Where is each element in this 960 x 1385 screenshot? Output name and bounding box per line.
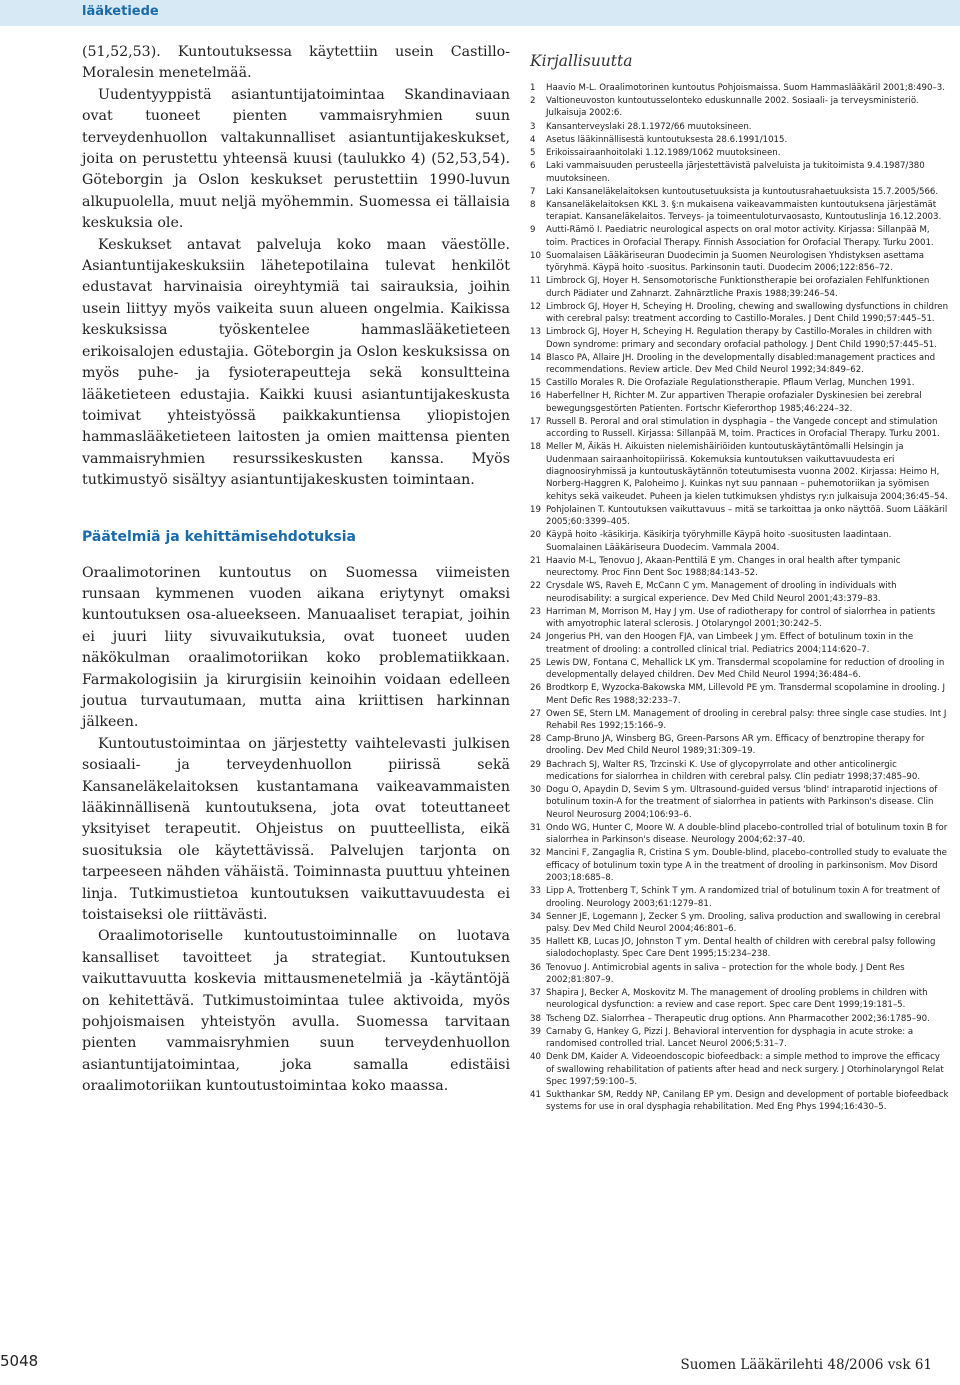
reference-text: Asetus lääkinnällisestä kuntoutuksesta 28.6.1991/1015.	[546, 134, 788, 145]
section-label: lääketiede	[82, 4, 159, 19]
reference-text: Sukthankar SM, Reddy NP, Canilang EP ym. Design and development of portable biofeedback systems for use in oral dysphagia rehabilitation. Med Eng Phys 1994;16:430–5.	[546, 1090, 949, 1113]
reference-number: 25	[530, 657, 541, 668]
reference-item	[530, 1013, 950, 1025]
reference-number: 9	[530, 225, 536, 236]
reference-item	[530, 441, 950, 502]
reference-item	[530, 147, 950, 159]
reference-item	[530, 987, 950, 1012]
reference-number: 4	[530, 134, 536, 145]
references-title: Kirjallisuutta	[530, 52, 633, 70]
body-paragraph: Keskukset antavat palveluja koko maan väestölle. Asiantuntijakeskuksiin lähetepotilaina tulevat henkilöt edustavat harvinaisia oireyhtymiä tai sairauksia, joihin usein liittyy myös vaikeita suun alueen ongelmia. Kaikissa keskuksissa työskentelee hammaslääketieteen erikoisalojen edustajia. Göteborgin ja Oslon keskuksissa on myös puhe- ja fysioterapeutteja sekä konsultteina lääketieteen edustajia. Kaikki kuusi asiantuntijakeskusta toimivat yhteistyössä paikkakuntiensa yliopistojen hammaslääketieteen laitosten ja omien maittensa pienten vammaisryhmien resurssikeskusten kanssa. Myös tutkimustyö sisältyy asiantuntijakeskusten toimintaan.	[82, 236, 510, 489]
reference-item	[530, 682, 950, 707]
reference-text: Ondo WG, Hunter C, Moore W. A double-blind placebo-controlled trial of botulinum toxin B for sialorrhea in Parkinson's disease. Neurology 2004;62:37–40.	[546, 822, 948, 846]
reference-item	[530, 708, 950, 733]
reference-text: Suomalaisen Lääkäriseuran Duodecimin ja Suomen Neurologisen Yhdistyksen asettama työryhmä. Käypä hoito -suositus. Parkinsonin tauti. Duodecim 2006;122:856–72.	[546, 250, 925, 274]
reference-number: 16	[530, 391, 541, 402]
reference-text: Haavio M-L, Tenovuo J, Akaan-Penttilä E ym. Changes in oral health after tympanic neurectomy. Proc Finn Dent Soc 1988;84:143–52.	[546, 555, 901, 579]
reference-item	[530, 631, 950, 656]
reference-number: 10	[530, 250, 541, 261]
reference-text: Carnaby G, Hankey G, Pizzi J. Behavioral intervention for dysphagia in acute stroke: a randomised controlled trial. Lancet Neurol 2006;5:31–7.	[546, 1026, 914, 1050]
reference-item	[530, 962, 950, 987]
reference-number: 39	[530, 1026, 541, 1037]
reference-text: Bachrach SJ, Walter RS, Trzcinski K. Use of glycopyrrolate and other anticolinergic medications for sialorrhea in children with cerebral palsy. Clin pediatr 1998;37:485–90.	[546, 759, 921, 782]
reference-item	[530, 199, 950, 224]
reference-text: Mancini F, Zangaglia R, Cristina S ym. Double-blind, placebo-controlled study to evaluate the efficacy of botulinum toxin type A in the treatment of drooling in parkinsonism. Mov Disord 2003;18:685–8.	[546, 848, 947, 884]
reference-item	[530, 95, 950, 120]
reference-item	[530, 250, 950, 275]
reference-number: 11	[530, 276, 541, 287]
reference-item	[530, 121, 950, 133]
reference-text: Tenovuo J. Antimicrobial agents in saliva – protection for the whole body. J Dent Res 2002;81:807–9.	[546, 962, 905, 985]
reference-item	[530, 224, 950, 249]
reference-text: Limbrock GJ, Hoyer H, Scheying H. Drooling, chewing and swallowing dysfunctions in children with cerebral palsy: treatment according to Castillo-Morales. J Dent Child 1990;57:445–51.	[546, 301, 949, 325]
reference-item	[530, 657, 950, 682]
body-paragraph: Oraalimotoriselle kuntoutustoiminnalle on luotava kansalliset tavoitteet ja strategiat. Kuntoutuksen vaikuttavuutta koskevia mittausmenetelmiä ja -käytäntöjä on kehitettävä. Tutkimustoimintaa tulee aktivoida, myös pohjoismaisen yhteistyön avulla. Suomessa tarvitaan pienten vammaisryhmien suun terveydenhuollon asiantuntijatoimintaa, joka samalla edistäisi oraalimotoriikan kuntoutustoimintaa koko maassa.	[82, 928, 510, 1095]
reference-number: 3	[530, 121, 536, 132]
reference-item	[530, 390, 950, 415]
reference-text: Limbrock GJ, Hoyer H. Sensomotorische Funktionstherapie bei orofazialen Fehlfunktionen durch Pädiater und Zahnarzt. Zahnärztliche Praxis 1988;39:246–54.	[546, 276, 930, 299]
reference-text: Castillo Morales R. Die Orofaziale Regulationstherapie. Pflaum Verlag, Munchen 1991.	[546, 378, 915, 389]
reference-number: 34	[530, 911, 541, 922]
reference-text: Laki Kansaneläkelaitoksen kuntoutusetuuksista ja kuntoutusrahaetuuksista 15.7.2005/566.	[546, 186, 939, 197]
reference-text: Kansaneläkelaitoksen KKL 3. §:n mukaisena vaikeavammaisten kuntoutuksena järjestämät terapiat. Kansaneläkelaitos. Terveys- ja toimeentuloturvaosasto, Kuntoutuslinja 16.12.2003.	[546, 199, 942, 223]
reference-number: 14	[530, 352, 541, 363]
reference-number: 17	[530, 416, 541, 427]
references-column	[530, 52, 950, 1115]
reference-item	[530, 784, 950, 821]
reference-number: 41	[530, 1090, 541, 1101]
reference-item	[530, 1089, 950, 1114]
reference-number: 35	[530, 937, 541, 948]
reference-text: Crysdale WS, Raveh E, McCann C ym. Management of drooling in individuals with neurodisability: a surgical experience. Dev Med Child Neurol 2001;43:379–83.	[546, 581, 897, 604]
reference-number: 2	[530, 96, 536, 107]
reference-item	[530, 822, 950, 847]
reference-item	[530, 759, 950, 784]
reference-text: Brodtkorp E, Wyzocka-Bakowska MM, Lillevold PE ym. Transdermal scopolamine in drooling. J Ment Defic Res 1988;32:233–7.	[546, 683, 946, 706]
reference-number: 24	[530, 632, 541, 643]
reference-number: 31	[530, 822, 541, 833]
body-paragraph: Oraalimotorinen kuntoutus on Suomessa viimeisten runsaan kymmenen vuoden aikana eriytynyt omaksi kuntoutuksen osa-alueekseen. Manuaaliset terapiat, joihin ei juuri liity sivuvaikutuksia, ovat tuoneet uuden näkökulman oraalimotoriikan koko problematiikkaan. Farmakologisiin ja kirurgisiin keinoihin voidaan edelleen joutua turvautumaan, mutta aina kriittisen harkinnan jälkeen.	[82, 564, 510, 731]
body-paragraph: Kuntoutustoimintaa on järjestetty vaihtelevasti julkisen sosiaali- ja terveydenhuollon piirissä sekä Kansaneläkelaitoksen kustantamana vaikeavammaisten lääkinnällisenä kuntoutuksena, jota ovat toteuttaneet yksityiset terapeutit. Ohjeistus on puutteellista, eikä suosituksia ole käytettävissä. Palvelujen tarjonta on tarpeeseen nähden vähäistä. Toiminnasta puuttuu yhteinen linja. Tutkimustietoa kuntoutuksen vaikuttavuudesta ei toistaiseksi ole riittävästi.	[82, 735, 510, 924]
section-heading: Päätelmiä ja kehittämisehdotuksia	[82, 528, 356, 545]
reference-text: Erikoissairaanhoitolaki 1.12.1989/1062 muutoksineen.	[546, 148, 781, 159]
reference-item	[530, 911, 950, 936]
reference-number: 33	[530, 886, 541, 897]
reference-number: 27	[530, 708, 541, 719]
reference-item	[530, 885, 950, 910]
reference-number: 20	[530, 530, 541, 541]
reference-text: Owen SE, Stern LM. Management of drooling in cerebral palsy: three single case studies. Int J Rehabil Res 1992;15:166–9.	[546, 708, 947, 731]
reference-number: 37	[530, 988, 541, 999]
reference-text: Valtioneuvoston kuntoutusselonteko eduskunnalle 2002. Sosiaali- ja terveysministeriö. Julkaisuja 2002:6.	[546, 96, 919, 119]
reference-number: 30	[530, 785, 541, 796]
reference-item	[530, 1051, 950, 1088]
reference-text: Laki vammaisuuden perusteella järjestettävistä palveluista ja tukitoimista 9.4.1987/380 muutoksineen.	[546, 161, 925, 184]
reference-text: Käypä hoito -käsikirja. Käsikirja työryhmille Käypä hoito -suositusten laadintaan. Suomalainen Lääkäriseura Duodecim. Vammala 2004.	[546, 530, 892, 553]
journal-footer: Suomen Lääkärilehti 48/2006 vsk 61	[680, 1357, 932, 1373]
reference-item	[530, 301, 950, 326]
reference-text: Lewis DW, Fontana C, Mehallick LK ym. Transdermal scopolamine for reduction of drooling in developmentally delayed children. Dev Med Child Neurol 1994;36:484–6.	[546, 657, 945, 681]
body-paragraph: (51,52,53). Kuntoutuksessa käytettiin usein Castillo-Moralesin menetelmää.	[82, 44, 510, 82]
reference-number: 6	[530, 161, 536, 172]
reference-text: Kansanterveyslaki 28.1.1972/66 muutoksineen.	[546, 121, 752, 132]
reference-text: Camp-Bruno JA, Winsberg BG, Green-Parsons AR ym. Efficacy of benztropine therapy for drooling. Dev Med Child Neurol 1989;31:309–19.	[546, 734, 925, 757]
reference-number: 28	[530, 734, 541, 745]
reference-text: Pohjolainen T. Kuntoutuksen vaikuttavuus – mitä se tarkoittaa ja onko näyttöä. Suom Lääkäril 2005;60:3399–405.	[546, 504, 948, 528]
reference-text: Senner JE, Logemann J, Zecker S ym. Drooling, saliva production and swallowing in cerebral palsy. Dev Med Child Neurol 2004;46:801–6.	[546, 911, 941, 934]
reference-item	[530, 936, 950, 961]
reference-number: 18	[530, 442, 541, 453]
reference-item	[530, 186, 950, 198]
reference-number: 36	[530, 962, 541, 973]
reference-item	[530, 275, 950, 300]
reference-number: 12	[530, 301, 541, 312]
reference-item	[530, 1026, 950, 1051]
reference-item	[530, 160, 950, 185]
reference-item	[530, 529, 950, 554]
reference-number: 21	[530, 555, 541, 566]
reference-text: Harriman M, Morrison M, Hay J ym. Use of radiotherapy for control of sialorrhea in patients with amyotrophic lateral sclerosis. J Otolaryngol 2001;30:242–5.	[546, 606, 936, 630]
reference-text: Blasco PA, Allaire JH. Drooling in the developmentally disabled:management practices and recommendations. Review article. Dev Med Child Neurol 1992;34:849–62.	[546, 352, 936, 376]
reference-number: 23	[530, 606, 541, 617]
reference-number: 32	[530, 848, 541, 859]
reference-item	[530, 377, 950, 389]
reference-text: Tscheng DZ. Sialorrhea – Therapeutic drug options. Ann Pharmacother 2002;36:1785–90.	[546, 1013, 930, 1024]
references-list	[530, 82, 950, 1114]
reference-text: Lipp A, Trottenberg T, Schink T ym. A randomized trial of botulinum toxin A for treatment of drooling. Neurology 2003;61:1279–81.	[546, 886, 940, 909]
reference-text: Dogu O, Apaydin D, Sevim S ym. Ultrasound-guided versus 'blind' intraparotid injections of botulinum toxin-A for the treatment of sialorrhea in patients with Parkinson's disease. Clin Neurol Neurosurg 2004;106:93–6.	[546, 785, 938, 820]
reference-number: 22	[530, 581, 541, 592]
reference-item	[530, 580, 950, 605]
reference-number: 29	[530, 759, 541, 770]
reference-item	[530, 504, 950, 529]
reference-number: 38	[530, 1013, 541, 1024]
reference-text: Denk DM, Kaider A. Videoendoscopic biofeedback: a simple method to improve the efficacy of swallowing rehabilitation of patients after head and neck surgery. J Otorhinolaryngol Relat Spec 1997;59:100–5.	[546, 1052, 944, 1087]
reference-item	[530, 326, 950, 351]
body-paragraph: Uudentyyppistä asiantuntijatoimintaa Skandinaviaan ovat tuoneet pienten vammaisryhmien suun terveydenhuollon valtakunnalliset asiantuntijakeskukset, joita on perustettu yhteensä kuusi (taulukko 4) (52,53,54). Göteborgin ja Oslon keskukset perustettiin 1990-luvun alkupuolella, muut neljä myöhemmin. Suomessa ei tällaisia keskuksia ole.	[82, 86, 510, 232]
reference-number: 19	[530, 504, 541, 515]
reference-text: Haberfellner H, Richter M. Zur appartiven Therapie orofazialer Dyskinesien bei zerebral bewegungsgestörten Patienten. Fortschr Kieferorthop 1985;46:224–32.	[546, 391, 922, 414]
reference-text: Autti-Rämö I. Paediatric neurological aspects on oral motor activity. Kirjassa: Sillanpää M, toim. Practices in Orofacial Therapy. Finnish Association for Orofacial Therapy. Turku 2001.	[546, 225, 934, 248]
reference-number: 1	[530, 83, 536, 93]
reference-item	[530, 606, 950, 631]
reference-item	[530, 555, 950, 580]
reference-text: Haavio M-L. Oraalimotorinen kuntoutus Pohjoismaissa. Suom Hammaslääkäril 2001;8:490–3.	[546, 83, 945, 93]
main-text-column	[82, 42, 510, 1098]
reference-item	[530, 733, 950, 758]
reference-item	[530, 134, 950, 146]
section-header-bar	[0, 0, 960, 26]
reference-item	[530, 847, 950, 884]
reference-text: Limbrock GJ, Hoyer H, Scheying H. Regulation therapy by Castillo-Morales in children with Down syndrome: primary and secondary orofacial pathology. J Dent Child 1990;57:445–51.	[546, 327, 937, 350]
reference-number: 13	[530, 327, 541, 338]
reference-number: 5	[530, 148, 536, 159]
reference-text: Hallett KB, Lucas JO, Johnston T ym. Dental health of children with cerebral palsy following sialodochoplasty. Spec Care Dent 1995;15:234–238.	[546, 937, 936, 960]
reference-text: Russell B. Peroral and oral stimulation in dysphagia – the Vangede concept and stimulation according to Russell. Kirjassa: Sillanpää M, toim. Practices in Orofacial Therapy. Turku 2001.	[546, 416, 940, 440]
reference-number: 7	[530, 186, 536, 197]
reference-number: 26	[530, 683, 541, 694]
reference-item	[530, 82, 950, 94]
reference-text: Shapira J, Becker A, Moskovitz M. The management of drooling problems in children with neurological dysfunction: a review and case report. Spec care Dent 1999;19:181–5.	[546, 988, 928, 1011]
reference-item	[530, 416, 950, 441]
reference-number: 8	[530, 199, 536, 210]
reference-number: 40	[530, 1052, 541, 1063]
reference-number: 15	[530, 378, 541, 389]
page-number: 5048	[0, 1352, 39, 1370]
reference-text: Jongerius PH, van den Hoogen FJA, van Limbeek J ym. Effect of botulinum toxin in the treatment of drooling: a controlled clinical trial. Pediatrics 2004;114:620–7.	[546, 632, 914, 655]
reference-item	[530, 352, 950, 377]
reference-text: Meller M, Äikäs H. Aikuisten nielemishäiriöiden kuntoutuskäytäntömalli Helsingin ja Uudenmaan sairaanhoitopiirissä. Kokemuksia kuntoutuksen vaikuttavuudesta eri diagnoosiryhmissä ja kuntoutuskäytännön toteutumisesta vuonna 2002. Kirjassa: Heimo H, Norberg-Haggren K, Paloheimo J. Kuinkas nyt suu pannaan – puhemotoriikan ja syömisen kehitys sekä vaikeudet. Puheen ja kielen tutkimuksen yhdistys ry:n julkaisuja 2004;36:45–54.	[546, 442, 948, 502]
